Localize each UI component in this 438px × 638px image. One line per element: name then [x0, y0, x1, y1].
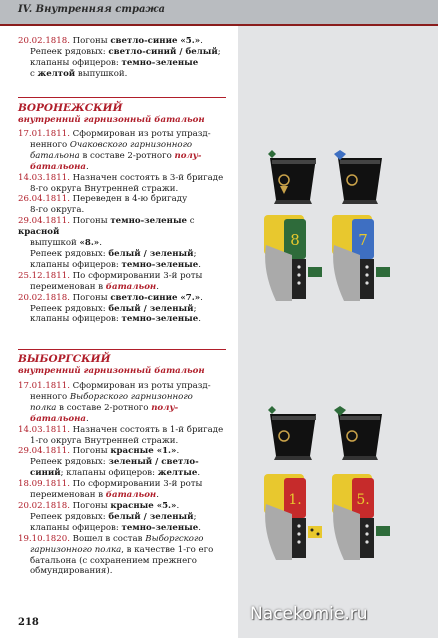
voronezh-text [18, 129, 238, 325]
section-subheading: внутренний гарнизонный батальон [18, 115, 205, 125]
page-header [0, 0, 438, 24]
strap-number: 7 [358, 231, 368, 249]
strap-number: 1. [288, 492, 302, 508]
paragraph: полка в составе 2-ротного полу- [30, 402, 179, 413]
watermark: Nacekomie.ru [250, 604, 368, 624]
shoulder-strap-illustration [262, 474, 326, 564]
shoulder-strap-illustration [330, 215, 394, 305]
paragraph: переименован в батальон. [30, 490, 159, 501]
vyborg-text [18, 381, 238, 577]
strap-number: 5. [356, 492, 370, 508]
paragraph: ненного Очаковского гарнизонного [30, 139, 193, 150]
paragraph: переименован в батальон. [30, 281, 159, 292]
paragraph: Репеек рядовых: зеленый / светло- [30, 457, 199, 468]
shoulder-strap-illustration [262, 215, 326, 305]
paragraph: 20.02.1818. Погоны светло-синие «5.». [18, 36, 203, 46]
shako-illustration [330, 150, 390, 206]
shako-illustration [262, 406, 324, 462]
paragraph: 26.04.1811. Переведен в 4-ю бригаду [18, 194, 188, 205]
section-title: IV. Внутренняя стража [18, 4, 165, 15]
paragraph: Репеек рядовых: светло-синий / белый; [30, 46, 221, 57]
paragraph: выпушкой «8.». [30, 238, 102, 249]
paragraph: 20.02.1818. Погоны красные «5.». [18, 500, 180, 511]
paragraph: ненного Выборгского гарнизонного [30, 391, 193, 402]
paragraph: Репеек рядовых: белый / зеленый; [30, 248, 197, 259]
strap-number: 8 [290, 231, 300, 249]
section-heading: ВОРОНЕЖСКИЙ [18, 102, 123, 114]
paragraph: клапаны офицеров: темно-зеленые. [30, 259, 201, 270]
section-subheading: внутренний гарнизонный батальон [18, 366, 205, 376]
paragraph: клапаны офицеров: темно-зеленые. [30, 314, 201, 325]
shoulder-strap-illustration [330, 474, 394, 564]
paragraph: батальона в составе 2-ротного полу- [30, 150, 202, 161]
intro-block [18, 36, 238, 80]
shako-illustration [330, 406, 390, 462]
paragraph: 18.09.1811. По сформировании 3-й роты [18, 479, 203, 490]
paragraph: с желтой выпушкой. [30, 68, 128, 79]
paragraph: 19.10.1820. Вошел в состав Выборгского [18, 533, 204, 544]
paragraph: обмундирования). [30, 566, 113, 577]
paragraph: Репеек рядовых: белый / зеленый; [30, 303, 197, 314]
paragraph: 25.12.1811. По сформировании 3-й роты [18, 270, 203, 281]
paragraph: 29.04.1811. Погоны темно-зеленые с красной [18, 216, 195, 238]
paragraph: гарнизонного полка, в качестве 1-го его [30, 544, 214, 555]
paragraph: батальона. [30, 413, 89, 424]
paragraph: батальона. [30, 161, 89, 172]
paragraph: Репеек рядовых: белый / зеленый; [30, 511, 197, 522]
paragraph: 17.01.1811. Сформирован из роты упразд- [18, 381, 211, 391]
paragraph: 14.03.1811. Назначен состоять в 1-й бригаде [18, 424, 224, 435]
paragraph: 8-го округа. [30, 205, 85, 216]
paragraph: 29.04.1811. Погоны красные «1.». [18, 446, 180, 457]
paragraph: 8-го округа Внутренней стражи. [30, 183, 179, 194]
section-rule [18, 97, 226, 98]
paragraph: 1-го округа Внутренней стражи. [30, 435, 179, 446]
page-number: 218 [18, 617, 39, 628]
section-heading: ВЫБОРГСКИЙ [18, 353, 111, 365]
paragraph: клапаны офицеров: темно-зеленые [30, 57, 199, 68]
paragraph: 14.03.1811. Назначен состоять в 3-й бригаде [18, 172, 224, 183]
paragraph: 17.01.1811. Сформирован из роты упразд- [18, 129, 211, 139]
section-rule [18, 349, 226, 350]
paragraph: синий; клапаны офицеров: желтые. [30, 468, 201, 479]
paragraph: клапаны офицеров: темно-зеленые. [30, 522, 201, 533]
paragraph: батальона (с сохранением прежнего [30, 555, 197, 566]
paragraph: 20.02.1818. Погоны светло-синие «7.». [18, 292, 203, 303]
shako-illustration [262, 150, 324, 206]
